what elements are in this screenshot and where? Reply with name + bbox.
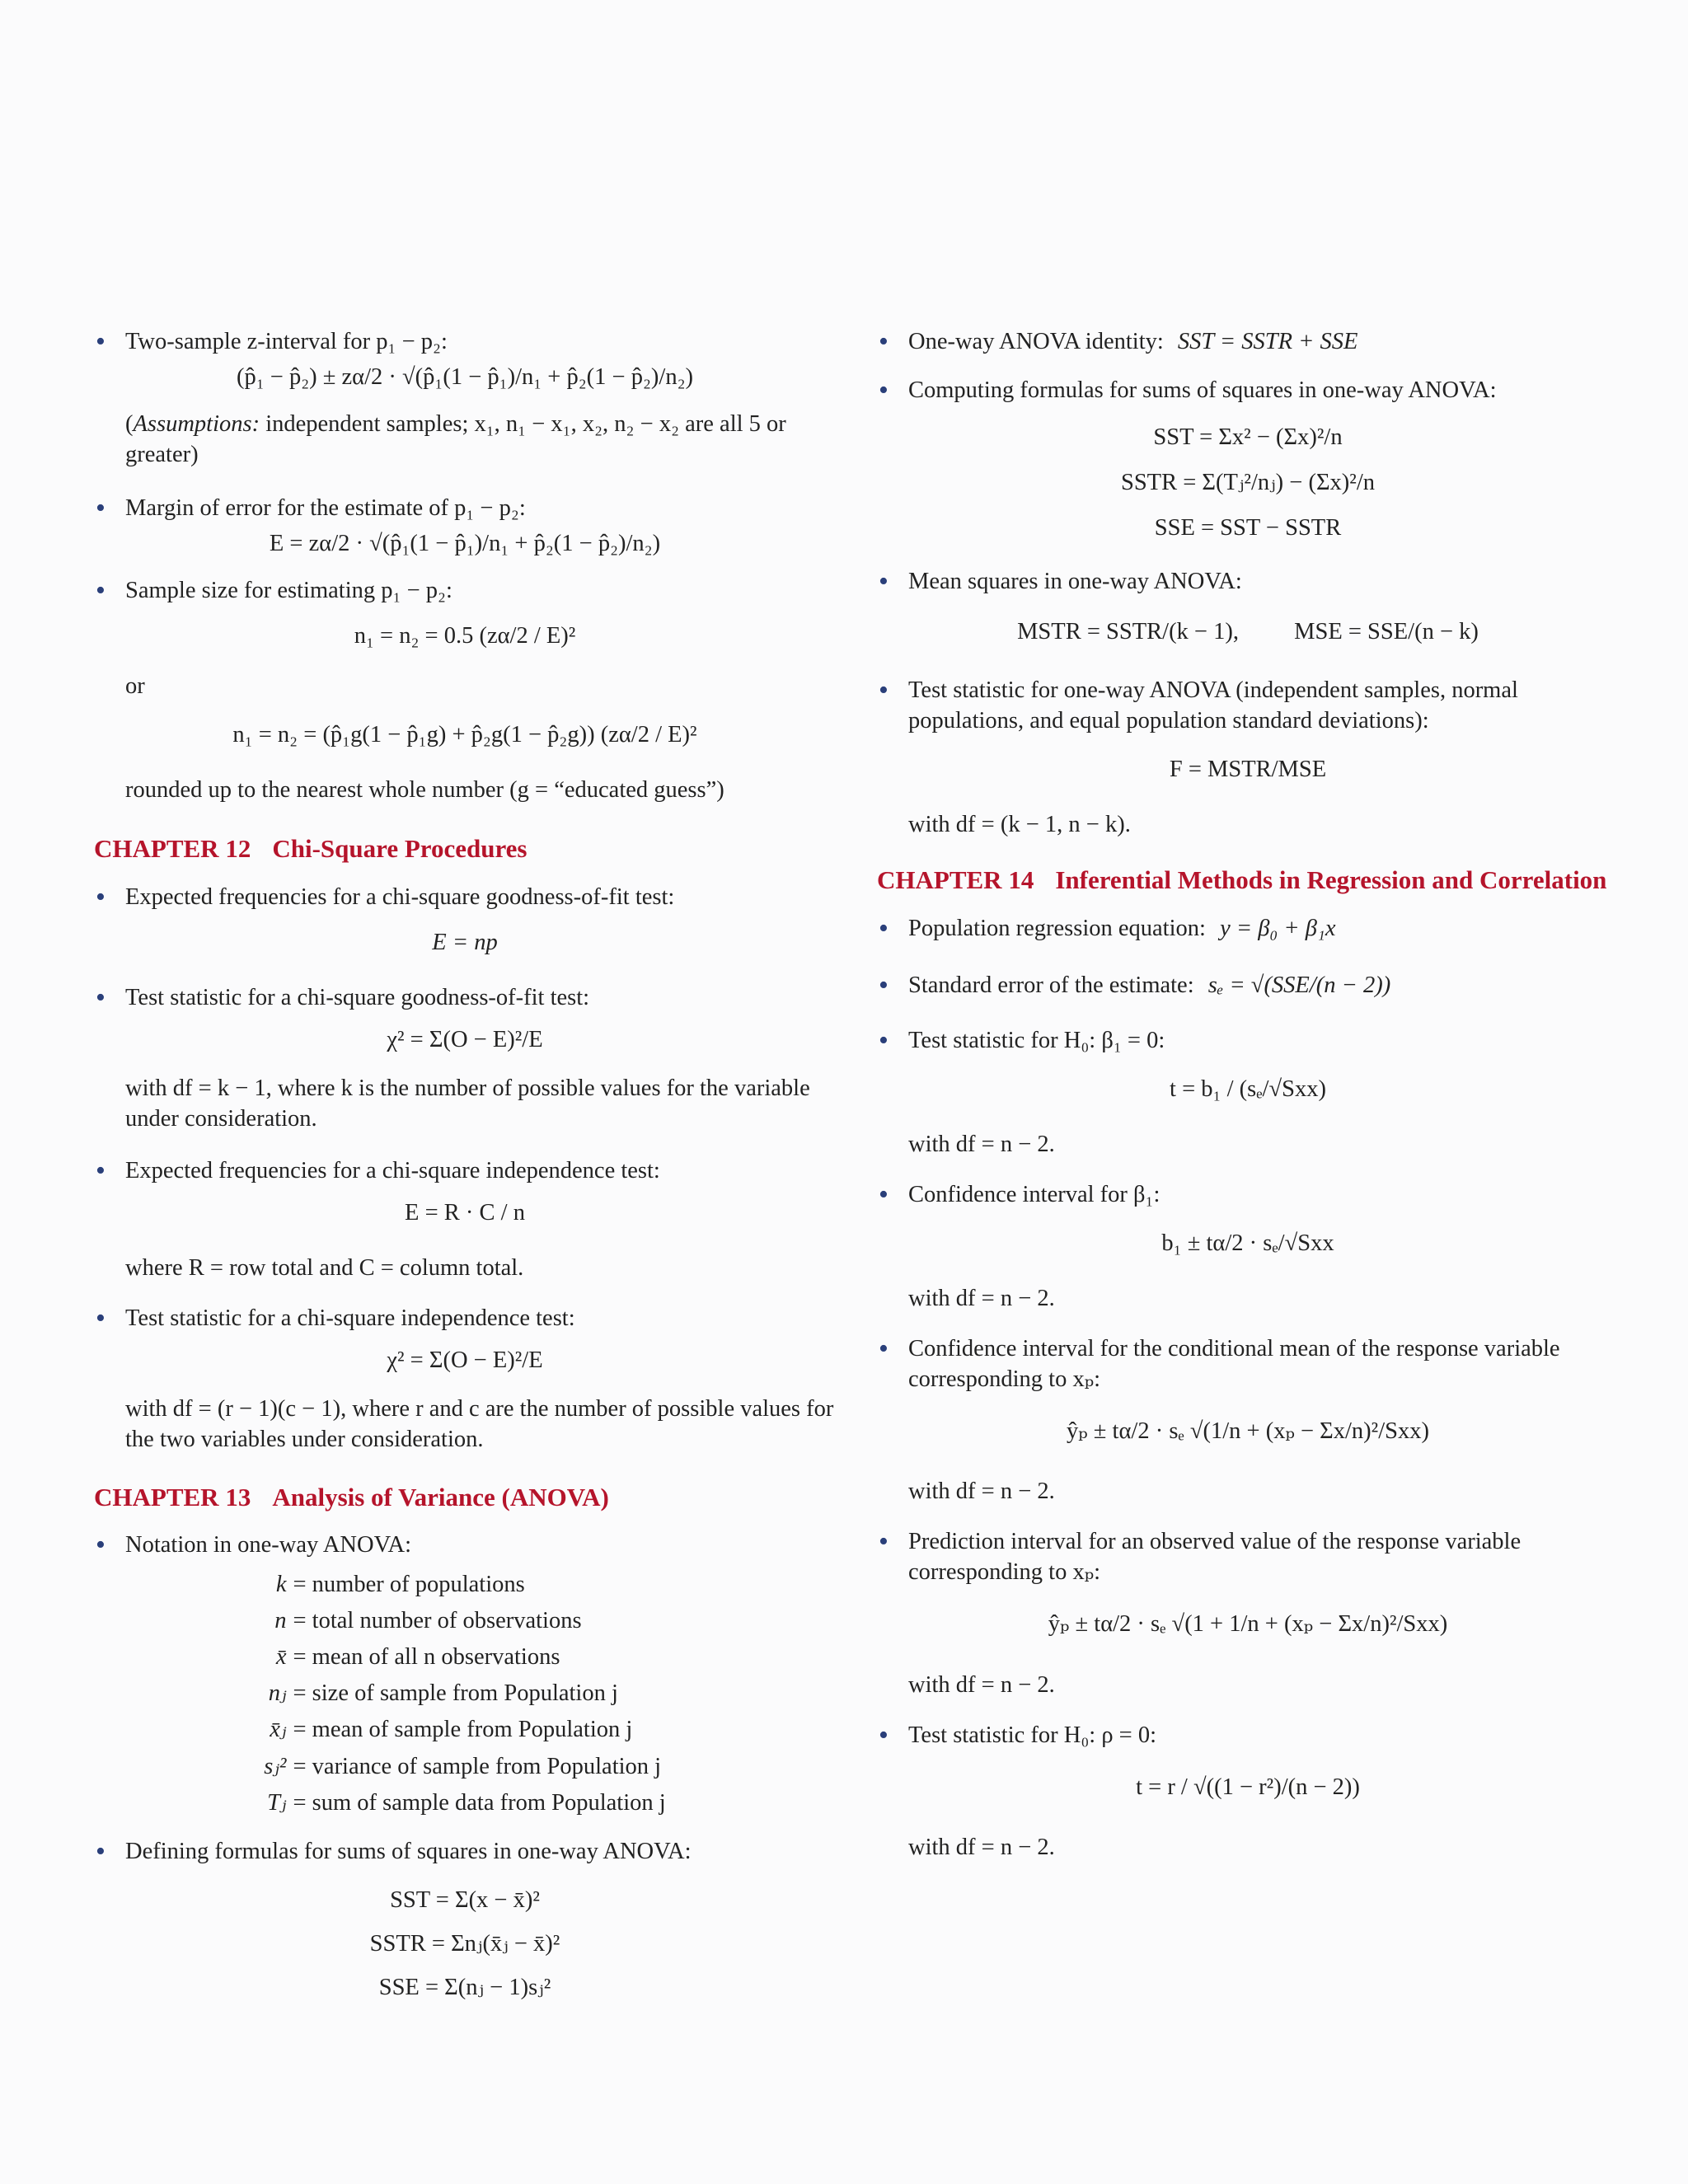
notation-definition: = mean of all n observations	[293, 1644, 560, 1671]
margin-error-formula: E = zα/2 · √(p̂₁(1 − p̂₁)/n₁ + p̂₂(1 − p̂₂)/n₂)	[269, 531, 661, 557]
f-stat-label: Test statistic for one-way ANOVA (independent samples, normal populations, and equal population standard deviations):	[908, 677, 1518, 734]
item-mean-squares	[877, 566, 1619, 597]
rho-test-label: Test statistic for H₀: ρ = 0:	[908, 1722, 1157, 1748]
computing-label: Computing formulas for sums of squares in one-way ANOVA:	[908, 377, 1497, 404]
pred-formula: ŷₚ ± tα/2 · sₑ √(1 + 1/n + (xₚ − Σx/n)²/Sxx)	[1048, 1611, 1448, 1638]
chapter-14-heading	[877, 864, 1619, 897]
item-cond-mean	[877, 1333, 1619, 1394]
ind-where-text: where R = row total and C = column total.	[125, 1255, 524, 1282]
def-sse-formula: SSE = Σ(nⱼ − 1)sⱼ²	[378, 1975, 551, 2001]
left-column	[94, 326, 836, 2003]
chapter-14-title: Inferential Methods in Regression and Correlation	[1055, 865, 1607, 894]
def-sst-formula: SST = Σ(x − x̄)²	[390, 1887, 540, 1914]
margin-error-label: Margin of error for the estimate of p₁ − p₂:	[125, 495, 526, 522]
ci-two-sample-label: Two-sample z-interval for p₁ − p₂:	[125, 329, 448, 354]
notation-definition: = total number of observations	[293, 1607, 582, 1633]
notation-row	[260, 1603, 668, 1639]
pop-reg-label: Population regression equation:	[908, 915, 1206, 941]
notation-symbol: Tⱼ	[267, 1789, 287, 1816]
notation-symbol: n	[274, 1607, 287, 1633]
ind-chi-formula: χ² = Σ(O − E)²/E	[387, 1347, 543, 1374]
item-computing	[877, 375, 1619, 405]
assumptions: (Assumptions: independent samples; x₁, n₁ − x₁, x₂, n₂ − x₂ are all 5 or greater)	[125, 411, 786, 468]
mean-squares-label: Mean squares in one-way ANOVA:	[908, 569, 1242, 595]
mstr-formula: MSTR = SSTR/(k − 1)	[1017, 619, 1233, 645]
f-formula: F = MSTR/MSE	[1169, 757, 1327, 783]
comp-sstr-formula: SSTR = Σ(Tⱼ²/nⱼ) − (Σx)²/n	[1120, 470, 1376, 496]
assumptions-label: Assumptions:	[133, 411, 260, 438]
comp-sst-formula: SST = Σx² − (Σx)²/n	[1153, 424, 1343, 451]
ind-stat-label: Test statistic for a chi-square independence test:	[125, 1305, 575, 1332]
beta-test-df: with df = n − 2.	[908, 1132, 1055, 1157]
notation-table	[260, 1567, 668, 1821]
item-pop-regression	[877, 913, 1619, 944]
beta-test-label: Test statistic for H₀: β₁ = 0:	[908, 1027, 1165, 1053]
notation-definition: = mean of sample from Population j	[293, 1717, 633, 1743]
gof-expected-label: Expected frequencies for a chi-square goodness-of-fit test:	[125, 883, 675, 910]
pred-label: Prediction interval for an observed value of the response variable corresponding to xₚ:	[908, 1529, 1522, 1586]
chapter-12-title: Chi-Square Procedures	[272, 833, 528, 863]
sample-size-label: Sample size for estimating p₁ − p₂:	[125, 578, 452, 604]
beta-ci-formula: b₁ ± tα/2 · sₑ/√Sxx	[1161, 1230, 1334, 1257]
item-gof-expected	[94, 882, 836, 912]
rho-df: with df = n − 2.	[908, 1834, 1055, 1860]
notation-label: Notation in one-way ANOVA:	[125, 1531, 411, 1558]
item-notation	[94, 1530, 836, 1560]
beta-ci-label: Confidence interval for β₁:	[908, 1182, 1160, 1208]
notation-symbol: k	[275, 1571, 287, 1597]
notation-symbol: x̄ⱼ	[270, 1717, 287, 1743]
rounded-note: rounded up to the nearest whole number (g = “educated guess”)	[125, 777, 724, 804]
gof-expected-formula: E = np	[432, 929, 498, 955]
cond-mean-df: with df = n − 2.	[908, 1479, 1055, 1505]
item-ind-expected	[94, 1155, 836, 1186]
notation-definition: = size of sample from Population j	[293, 1680, 618, 1707]
f-df-text: with df = (k − 1, n − k).	[908, 812, 1131, 838]
notation-definition: = sum of sample data from Population j	[293, 1789, 666, 1816]
item-beta-ci	[877, 1179, 1619, 1210]
sample-size-formula-1: n₁ = n₂ = 0.5 (zα/2 / E)²	[354, 623, 576, 649]
notation-row	[260, 1785, 668, 1821]
beta-ci-df: with df = n − 2.	[908, 1286, 1055, 1312]
notation-row	[260, 1675, 668, 1712]
chapter-13-number: CHAPTER 13	[94, 1483, 251, 1512]
cond-mean-label: Confidence interval for the conditional mean of the response variable corresponding to xₚ:	[908, 1336, 1560, 1393]
right-column	[877, 326, 1619, 1863]
notation-symbol: x̄	[275, 1644, 287, 1671]
item-gof-stat	[94, 982, 836, 1013]
assumptions-text: independent samples; x₁, n₁ − x₁, x₂, n₂ − x₂ are all 5 or greater)	[125, 411, 786, 468]
chapter-14-number: CHAPTER 14	[877, 865, 1034, 894]
item-beta-test	[877, 1025, 1619, 1056]
se-label: Standard error of the estimate:	[908, 972, 1194, 998]
notation-symbol: nⱼ	[268, 1680, 287, 1707]
item-ind-stat	[94, 1303, 836, 1333]
pop-reg-formula: y = β₀ + β₁x	[1220, 915, 1336, 941]
mean-squares-formulas: MSTR = SSTR/(k − 1), MSE = SSE/(n − k)	[1017, 619, 1479, 645]
chapter-13-title: Analysis of Variance (ANOVA)	[272, 1483, 609, 1512]
mse-formula: MSE = SSE/(n − k)	[1294, 619, 1479, 645]
item-sample-size	[94, 575, 836, 606]
item-prediction	[877, 1526, 1619, 1587]
item-anova-identity	[877, 326, 1619, 357]
se-formula: sₑ = √(SSE/(n − 2))	[1207, 972, 1391, 998]
identity-formula: SST = SSTR + SSE	[1177, 329, 1358, 354]
ind-df-text: with df = (r − 1)(c − 1), where r and c are the number of possible values for the two variables under consideration.	[125, 1396, 834, 1453]
notation-row	[260, 1567, 668, 1603]
gof-df-text: with df = k − 1, where k is the number of possible values for the variable under consideration.	[125, 1076, 810, 1132]
ind-expected-formula: E = R · C / n	[405, 1200, 525, 1226]
identity-label: One-way ANOVA identity:	[908, 329, 1164, 354]
notation-row	[260, 1712, 668, 1748]
ind-expected-label: Expected frequencies for a chi-square independence test:	[125, 1158, 660, 1184]
item-ci-two-sample	[94, 326, 836, 357]
def-sstr-formula: SSTR = Σnⱼ(x̄ⱼ − x̄)²	[369, 1931, 560, 1957]
item-defining	[94, 1836, 836, 1867]
notation-definition: = variance of sample from Population j	[293, 1753, 662, 1779]
chapter-12-number: CHAPTER 12	[94, 833, 251, 863]
gof-chi-formula: χ² = Σ(O − E)²/E	[387, 1026, 543, 1052]
cond-mean-formula: ŷₚ ± tα/2 · sₑ √(1/n + (xₚ − Σx/n)²/Sxx)	[1067, 1418, 1429, 1445]
notation-row	[260, 1639, 668, 1675]
sample-size-formula-2: n₁ = n₂ = (p̂₁g(1 − p̂₁g) + p̂₂g(1 − p̂₂g)) (zα/2 / E)²	[232, 722, 697, 748]
item-rho-test	[877, 1720, 1619, 1750]
or-text: or	[125, 673, 145, 700]
item-std-error	[877, 970, 1619, 1001]
pred-df: with df = n − 2.	[908, 1671, 1055, 1698]
notation-definition: = number of populations	[293, 1571, 525, 1597]
defining-label: Defining formulas for sums of squares in one-way ANOVA:	[125, 1838, 692, 1864]
rho-formula: t = r / √((1 − r²)/(n − 2))	[1136, 1774, 1360, 1800]
chapter-13-heading	[94, 1481, 836, 1514]
item-margin-error	[94, 493, 836, 523]
notation-symbol: sⱼ²	[264, 1753, 287, 1779]
ci-two-sample-formula: (p̂₁ − p̂₂) ± zα/2 · √(p̂₁(1 − p̂₁)/n₁ + p̂₂(1 − p̂₂)/n₂)	[236, 364, 694, 391]
comp-sse-formula: SSE = SST − SSTR	[1154, 515, 1342, 541]
gof-stat-label: Test statistic for a chi-square goodness-of-fit test:	[125, 984, 590, 1010]
item-f-stat	[877, 675, 1619, 736]
notation-row	[260, 1749, 668, 1785]
chapter-12-heading	[94, 832, 836, 865]
beta-test-formula: t = b₁ / (sₑ/√Sxx)	[1170, 1076, 1326, 1102]
